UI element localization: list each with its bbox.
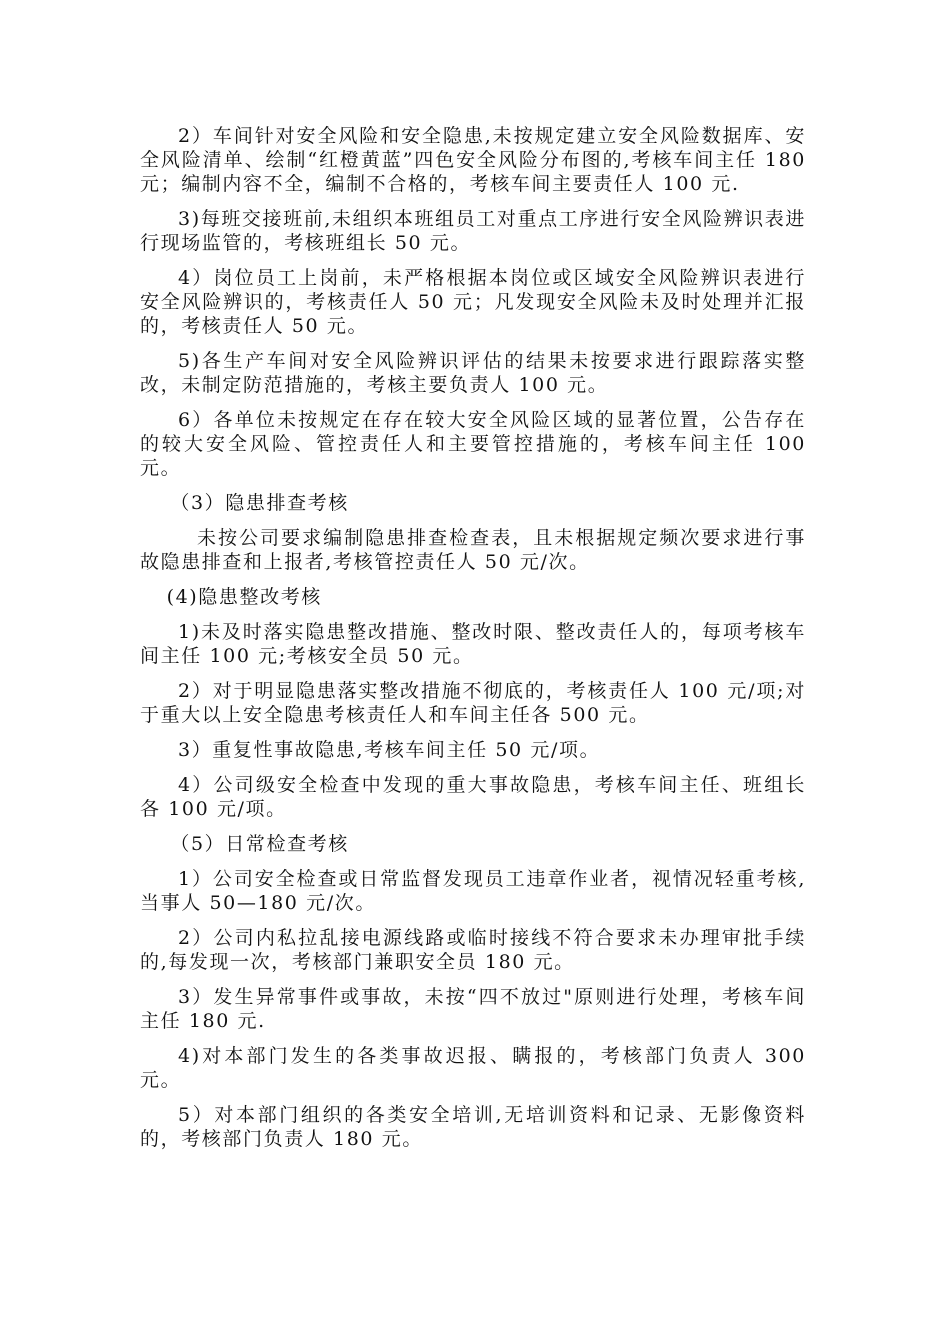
paragraph-daily-2: 2）公司内私拉乱接电源线路或临时接线不符合要求未办理审批手续的,每发现一次，考核部门兼职安全员 180 元。 bbox=[140, 927, 806, 973]
paragraph-rectification-4: 4）公司级安全检查中发现的重大事故隐患，考核车间主任、班组长各 100 元/项。 bbox=[140, 774, 806, 820]
paragraph-daily-3: 3）发生异常事件或事故，未按“四不放过"原则进行处理，考核车间主任 180 元. bbox=[140, 986, 806, 1032]
section-heading-daily-inspection: （5）日常检查考核 bbox=[170, 833, 349, 855]
paragraph-item-6: 6）各单位未按规定在存在较大安全风险区域的显著位置，公告存在的较大安全风险、管控责任人和主要管控措施的，考核车间主任 100 元。 bbox=[140, 409, 806, 479]
paragraph-rectification-1: 1)未及时落实隐患整改措施、整改时限、整改责任人的，每项考核车间主任 100 元;考核安全员 50 元。 bbox=[140, 621, 806, 667]
paragraph-daily-4: 4)对本部门发生的各类事故迟报、瞒报的，考核部门负责人 300 元。 bbox=[140, 1045, 806, 1091]
paragraph-item-5: 5)各生产车间对安全风险辨识评估的结果未按要求进行跟踪落实整改，未制定防范措施的，考核主要负责人 100 元。 bbox=[140, 350, 806, 396]
section-heading-hazard-inspection: （3）隐患排查考核 bbox=[170, 492, 349, 514]
paragraph-hazard-inspection: 未按公司要求编制隐患排查检查表，且未根据规定频次要求进行事故隐患排查和上报者,考核管控责任人 50 元/次。 bbox=[140, 527, 806, 573]
paragraph-item-3: 3)每班交接班前,未组织本班组员工对重点工序进行安全风险辨识表进行现场监管的，考核班组长 50 元。 bbox=[140, 208, 806, 254]
document-body bbox=[140, 124, 806, 1162]
paragraph-rectification-2: 2）对于明显隐患落实整改措施不彻底的，考核责任人 100 元/项;对于重大以上安全隐患考核责任人和车间主任各 500 元。 bbox=[140, 680, 806, 726]
paragraph-item-2: 2）车间针对安全风险和安全隐患,未按规定建立安全风险数据库、安全风险清单、绘制“红橙黄蓝”四色安全风险分布图的,考核车间主任 180 元；编制内容不全，编制不合格的，考核车间主要责任人 100 元. bbox=[140, 125, 806, 195]
paragraph-item-4: 4）岗位员工上岗前，未严格根据本岗位或区域安全风险辨识表进行安全风险辨识的，考核责任人 50 元；凡发现安全风险未及时处理并汇报的，考核责任人 50 元。 bbox=[140, 267, 806, 337]
section-heading-hazard-rectification: (4)隐患整改考核 bbox=[166, 586, 322, 608]
paragraph-daily-1: 1）公司安全检查或日常监督发现员工违章作业者，视情况轻重考核,当事人 50—180 元/次。 bbox=[140, 868, 806, 914]
paragraph-rectification-3: 3）重复性事故隐患,考核车间主任 50 元/项。 bbox=[178, 739, 601, 761]
paragraph-daily-5: 5）对本部门组织的各类安全培训,无培训资料和记录、无影像资料的，考核部门负责人 180 元。 bbox=[140, 1104, 806, 1150]
